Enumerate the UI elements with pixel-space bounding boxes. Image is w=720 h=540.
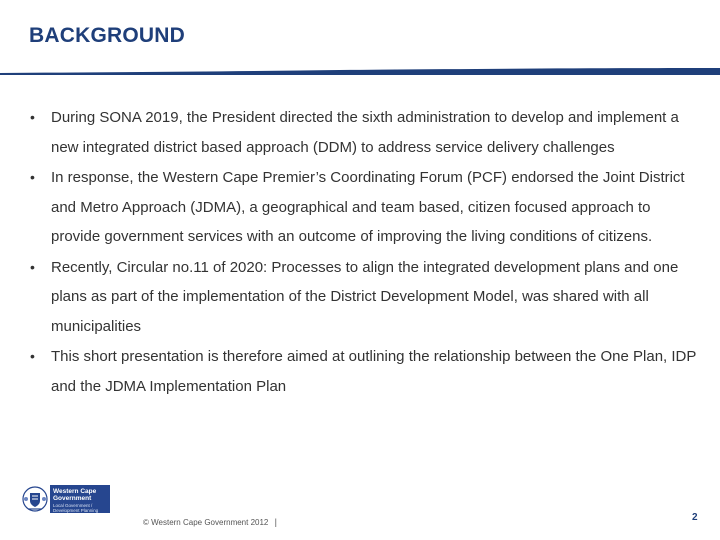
bullet-text: In response, the Western Cape Premier’s Coordinating Forum (PCF) endorsed the Joint District and Metro Approach (JDMA), a geographical and team based, citizen focused approach to provide government services with an outcome of improving the living conditions of citizens. [51,169,685,245]
logo-line-1: Western Cape [53,488,97,495]
bullet-text: Recently, Circular no.11 of 2020: Processes to align the integrated development plans and one plans as part of the implementation of the District Development Model, was shared with all municipalities [51,258,679,335]
page-title: BACKGROUND [29,24,185,47]
bullet-symbol: • [30,169,35,185]
bullet-item [30,103,700,162]
logo-line-2: Government [53,495,92,502]
logo-wordmark [50,485,110,513]
footer-copyright: © Western Cape Government 2012 [143,518,269,527]
bullet-item [30,253,700,342]
footer [143,517,277,527]
bullet-symbol: • [30,109,35,125]
bullet-text: This short presentation is therefore aimed at outlining the relationship between the One Plan, IDP and the JDMA Implementation Plan [51,348,697,395]
bullet-symbol: • [30,258,35,275]
bullet-item [30,342,700,401]
bullet-item [30,163,700,252]
bullet-list [30,103,700,402]
western-cape-government-logo [20,484,112,514]
title-underline-shape [0,68,720,75]
title-underline-bar [0,62,720,76]
bullet-text: During SONA 2019, the President directed the sixth administration to develop and implement a new integrated district based approach (DDM) to address service delivery challenges [51,109,679,156]
logo-line-3: Local Government / Development Planning [53,503,99,513]
page-number: 2 [692,512,698,523]
footer-separator: | [274,517,277,527]
bullet-symbol: • [30,348,35,364]
coat-of-arms-icon [20,484,50,514]
